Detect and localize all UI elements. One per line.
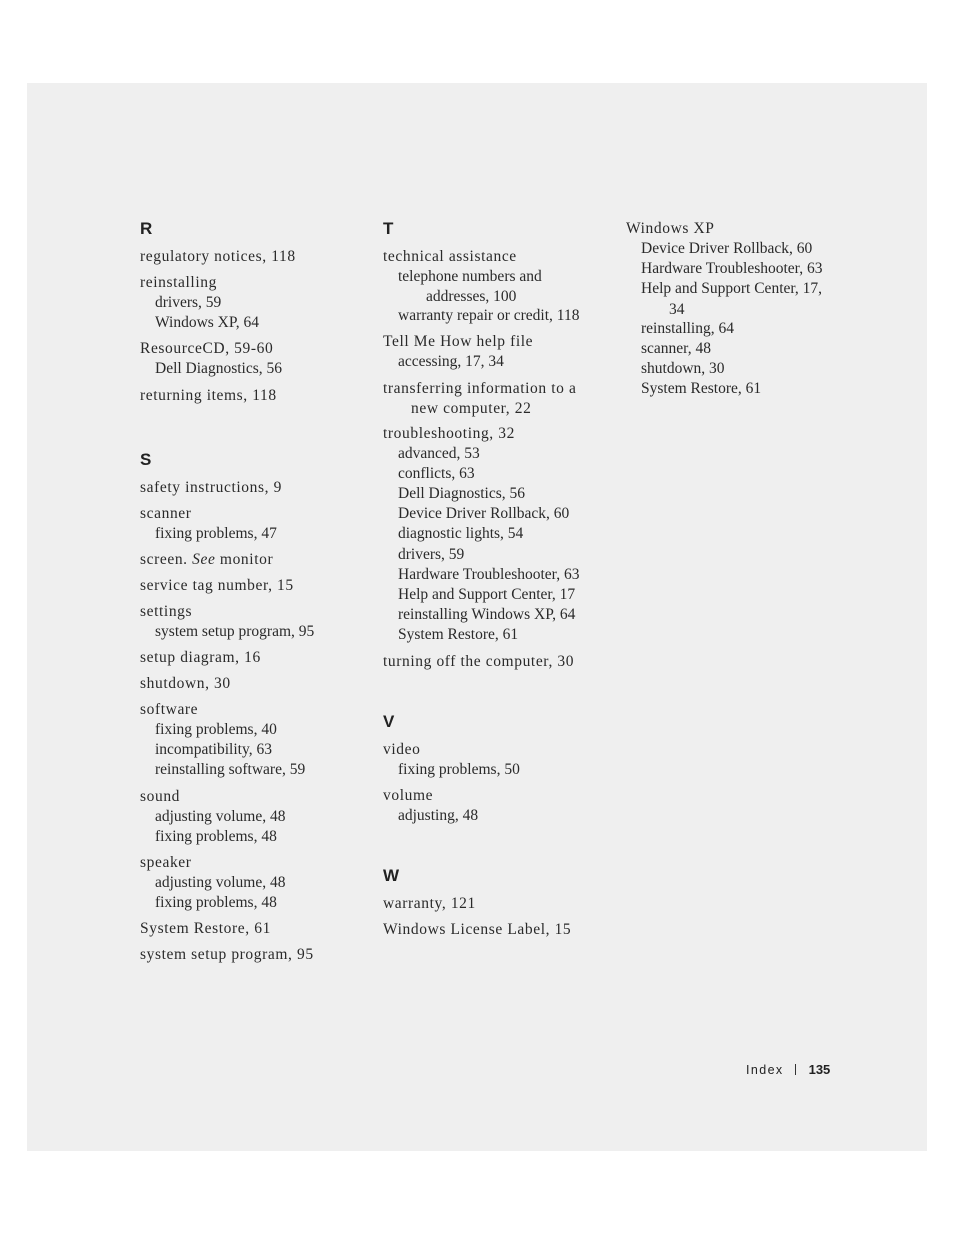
index-subterm: fixing problems, 48 (155, 894, 277, 912)
index-column-3 (626, 219, 851, 451)
index-term: transferring information to a (383, 379, 577, 397)
index-term: warranty, 121 (383, 895, 476, 913)
index-section-s (140, 450, 355, 966)
index-subterm: adjusting volume, 48 (155, 807, 286, 825)
see-prefix: screen. (140, 550, 193, 568)
index-entry (383, 332, 608, 372)
index-term: settings (140, 602, 193, 620)
index-subterm: Help and Support Center, 17 (398, 586, 576, 604)
index-subterm: Hardware Troubleshooter, 63 (641, 260, 823, 278)
index-subterm: Windows XP, 64 (155, 314, 260, 332)
index-entry (383, 652, 608, 672)
index-term: returning items, 118 (140, 386, 277, 404)
index-term: Tell Me How help file (383, 333, 534, 351)
section-letter: R (140, 219, 153, 238)
index-entry (140, 478, 355, 498)
index-entry (140, 853, 355, 913)
index-entry (383, 894, 608, 914)
index-entry (383, 740, 608, 780)
footer-section-label: Index (746, 1063, 784, 1077)
index-subterm: Hardware Troubleshooter, 63 (398, 565, 580, 583)
section-letter: V (383, 711, 395, 731)
index-entry (140, 602, 355, 642)
index-subterm: adjusting volume, 48 (155, 874, 286, 892)
index-term: software (140, 701, 199, 719)
index-subterm: shutdown, 30 (641, 360, 725, 378)
index-entry (140, 273, 355, 333)
index-term: technical assistance (383, 248, 517, 265)
index-subterm: Dell Diagnostics, 56 (398, 485, 525, 503)
index-subterm: telephone numbers and (398, 268, 542, 285)
index-entry (140, 700, 355, 781)
index-subterm-continuation: 34 (669, 300, 685, 318)
index-subterm: fixing problems, 48 (155, 827, 277, 845)
index-subterm: reinstalling Windows XP, 64 (398, 606, 576, 624)
index-subterm: Device Driver Rollback, 60 (641, 240, 813, 257)
index-subterm: diagnostic lights, 54 (398, 525, 524, 543)
index-column-1 (140, 219, 355, 1017)
index-subterm: accessing, 17, 34 (398, 353, 504, 371)
index-subterm: conflicts, 63 (398, 464, 475, 482)
index-subterm: adjusting, 48 (398, 806, 479, 824)
index-subterm: System Restore, 61 (641, 380, 762, 398)
index-entry (140, 919, 355, 939)
index-term: safety instructions, 9 (140, 478, 282, 496)
index-subterm: Device Driver Rollback, 60 (398, 505, 570, 523)
see-keyword: See (192, 550, 216, 568)
index-entry (140, 386, 355, 406)
index-subterm: reinstalling software, 59 (155, 761, 306, 779)
index-subterm: fixing problems, 47 (155, 524, 277, 542)
index-subterm: Dell Diagnostics, 56 (155, 360, 282, 378)
index-subterm: drivers, 59 (155, 294, 222, 311)
index-subterm: fixing problems, 40 (155, 721, 277, 739)
index-term: volume (383, 786, 434, 804)
index-subterm: drivers, 59 (398, 545, 465, 563)
index-term: regulatory notices, 118 (140, 248, 296, 265)
index-subterm: Help and Support Center, 17, (641, 280, 823, 298)
index-entry (140, 945, 355, 965)
index-entry (140, 247, 355, 267)
index-entry (140, 339, 355, 379)
index-entry (383, 920, 608, 940)
page-number: 135 (808, 1062, 831, 1077)
index-entry (140, 787, 355, 847)
index-entry (383, 247, 608, 326)
index-section-v (383, 712, 608, 826)
index-entry (140, 550, 355, 570)
index-term: troubleshooting, 32 (383, 424, 515, 442)
see-target: monitor (215, 550, 274, 568)
index-subterm: system setup program, 95 (155, 622, 315, 640)
index-term: service tag number, 15 (140, 576, 294, 594)
index-entry (140, 576, 355, 596)
index-entry (140, 674, 355, 694)
index-subterm: advanced, 53 (398, 444, 480, 462)
index-term: scanner (140, 504, 192, 522)
index-term: sound (140, 787, 181, 805)
index-subterm: reinstalling, 64 (641, 319, 734, 337)
index-term: turning off the computer, 30 (383, 652, 575, 670)
index-term-see-reference (140, 550, 355, 570)
index-subterm-continuation: addresses, 100 (426, 288, 517, 306)
index-section-w (383, 866, 608, 940)
index-entry (140, 648, 355, 668)
index-section-continued (626, 219, 851, 399)
index-term: Windows XP (626, 220, 715, 237)
index-subterm: System Restore, 61 (398, 626, 519, 644)
index-term: reinstalling (140, 274, 217, 291)
index-term: ResourceCD, 59-60 (140, 340, 274, 358)
section-letter: S (140, 449, 152, 469)
page-footer (746, 1062, 830, 1078)
index-term: shutdown, 30 (140, 675, 231, 693)
index-entry (140, 504, 355, 544)
index-entry (383, 379, 608, 418)
index-section-r (140, 219, 355, 406)
section-letter: T (383, 219, 394, 238)
index-column-2 (383, 219, 608, 992)
index-subterm: warranty repair or credit, 118 (398, 307, 580, 325)
section-letter: W (383, 866, 400, 886)
index-term: System Restore, 61 (140, 920, 271, 938)
index-term: setup diagram, 16 (140, 649, 261, 667)
footer-separator (795, 1064, 796, 1075)
index-subterm: fixing problems, 50 (398, 760, 520, 778)
index-subterm: scanner, 48 (641, 339, 711, 357)
index-entry (383, 424, 608, 646)
index-entry (383, 786, 608, 826)
index-term: video (383, 740, 421, 758)
index-term: speaker (140, 854, 192, 872)
index-entry (626, 219, 851, 399)
index-term: Windows License Label, 15 (383, 921, 572, 939)
index-section-t (383, 219, 608, 672)
index-subterm: incompatibility, 63 (155, 741, 272, 759)
index-term: system setup program, 95 (140, 946, 314, 964)
index-term-continuation: new computer, 22 (411, 399, 532, 417)
